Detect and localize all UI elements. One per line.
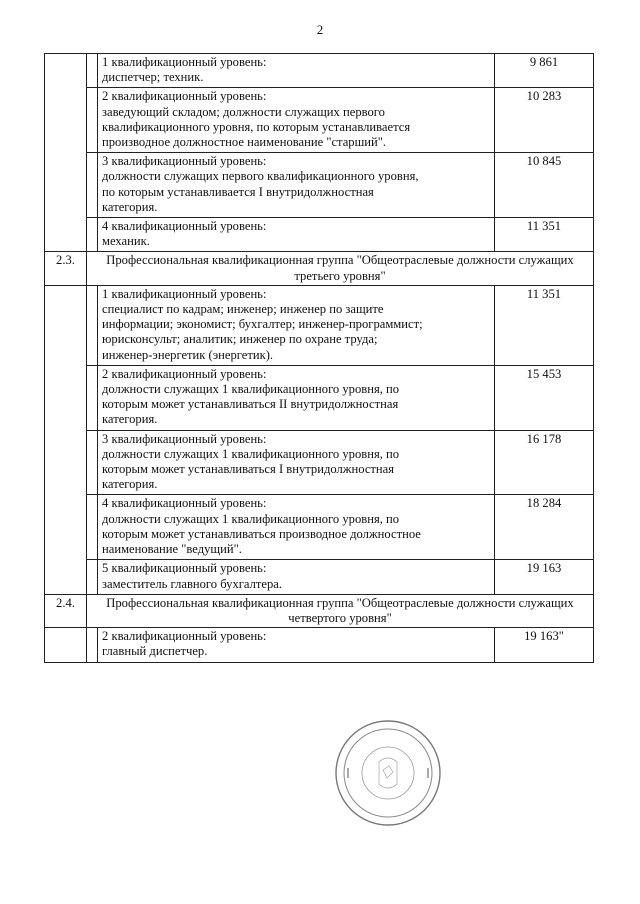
section-title: Профессиональная квалификационная группа "Общеотраслевые должности служащих четвертого уровня" [87, 594, 594, 627]
salary-value: 10 283 [526, 89, 562, 104]
salary-table [44, 53, 594, 663]
salary-value: 19 163" [524, 629, 564, 644]
level-description-line: наименование "ведущий". [102, 542, 242, 557]
level-description-line: механик. [102, 234, 150, 249]
level-label: 2 квалификационный уровень: [102, 629, 267, 644]
level-description [97, 54, 495, 87]
level-description-line: диспетчер; техник. [102, 70, 204, 85]
level-label: 5 квалификационный уровень: [102, 561, 267, 576]
section-title: Профессиональная квалификационная группа "Общеотраслевые должности служащих третьего уровня" [87, 252, 594, 285]
official-seal [333, 718, 443, 828]
level-description-line: информации; экономист; бухгалтер; инженер-программист; [102, 317, 423, 332]
level-label: 1 квалификационный уровень: [102, 55, 267, 69]
qualification-level [87, 88, 593, 153]
salary-value: 15 453 [526, 366, 562, 381]
levels-row [45, 628, 594, 662]
qualification-level [87, 218, 593, 251]
qualification-level [87, 54, 593, 88]
salary-value: 9 861 [529, 55, 559, 69]
level-description-line: квалификационного уровня, по которым устанавливается [102, 119, 411, 134]
level-description-line: которым может устанавливаться I внутридолжностная [102, 462, 395, 477]
page-number: 2 [316, 22, 324, 37]
qualification-level [87, 431, 593, 496]
level-description [97, 628, 495, 661]
section-number: 2.3. [45, 252, 87, 285]
qualification-level [87, 153, 593, 218]
salary-value: 19 163 [526, 561, 562, 576]
level-label: 4 квалификационный уровень: [102, 496, 267, 511]
level-label: 1 квалификационный уровень: [102, 286, 267, 301]
qualification-level [87, 366, 593, 431]
level-description [97, 153, 495, 217]
salary-value: 11 351 [526, 286, 562, 301]
level-label: 3 квалификационный уровень: [102, 431, 267, 446]
level-description-line: главный диспетчер. [102, 644, 208, 659]
level-description-line: специалист по кадрам; инженер; инженер по защите [102, 302, 384, 317]
empty-number-cell [45, 54, 87, 252]
empty-number-cell [45, 628, 87, 662]
level-description-line: должности служащих первого квалификационного уровня, [102, 169, 419, 184]
levels-cell [87, 54, 594, 252]
level-description-line: должности служащих 1 квалификационного уровня, по [102, 511, 400, 526]
level-description-line: которым может устанавливаться производное должностное [102, 526, 421, 541]
level-description-line: категория. [102, 477, 158, 492]
levels-row [45, 285, 594, 594]
level-label: 4 квалификационный уровень: [102, 219, 267, 234]
level-description [97, 495, 495, 559]
section-number: 2.4. [45, 594, 87, 627]
level-label: 3 квалификационный уровень: [102, 154, 267, 169]
level-description-line: должности служащих 1 квалификационного уровня, по [102, 446, 400, 461]
level-description-line: категория. [102, 199, 158, 214]
section-header-row [45, 594, 594, 627]
levels-cell [87, 628, 594, 662]
level-description-line: заместитель главного бухгалтера. [102, 576, 283, 591]
empty-number-cell [45, 285, 87, 594]
level-description-line: производное должностное наименование "старший". [102, 135, 387, 150]
level-description-line: инженер-энергетик (энергетик). [102, 347, 274, 362]
salary-value: 11 351 [526, 219, 562, 234]
salary-value: 18 284 [526, 496, 562, 511]
level-description-line: заведующий складом; должности служащих первого [102, 104, 385, 119]
level-description [97, 560, 495, 593]
salary-value: 10 845 [526, 154, 562, 169]
level-description [97, 88, 495, 152]
level-description [97, 431, 495, 495]
level-description-line: которым может устанавливаться II внутридолжностная [102, 397, 399, 412]
section-header-row [45, 252, 594, 285]
level-description-line: юрисконсульт; аналитик; инженер по охране труда; [102, 332, 378, 347]
levels-cell [87, 285, 594, 594]
level-label: 2 квалификационный уровень: [102, 366, 267, 381]
level-description-line: категория. [102, 412, 158, 427]
qualification-level [87, 286, 593, 366]
level-label: 2 квалификационный уровень: [102, 89, 267, 104]
level-description-line: должности служащих 1 квалификационного уровня, по [102, 382, 400, 397]
salary-value: 16 178 [526, 431, 562, 446]
qualification-level [87, 560, 593, 593]
level-description [97, 286, 495, 365]
level-description-line: по которым устанавливается I внутридолжностная [102, 184, 374, 199]
level-description [97, 218, 495, 251]
qualification-level [87, 628, 593, 661]
qualification-level [87, 495, 593, 560]
level-description [97, 366, 495, 430]
levels-row [45, 54, 594, 252]
